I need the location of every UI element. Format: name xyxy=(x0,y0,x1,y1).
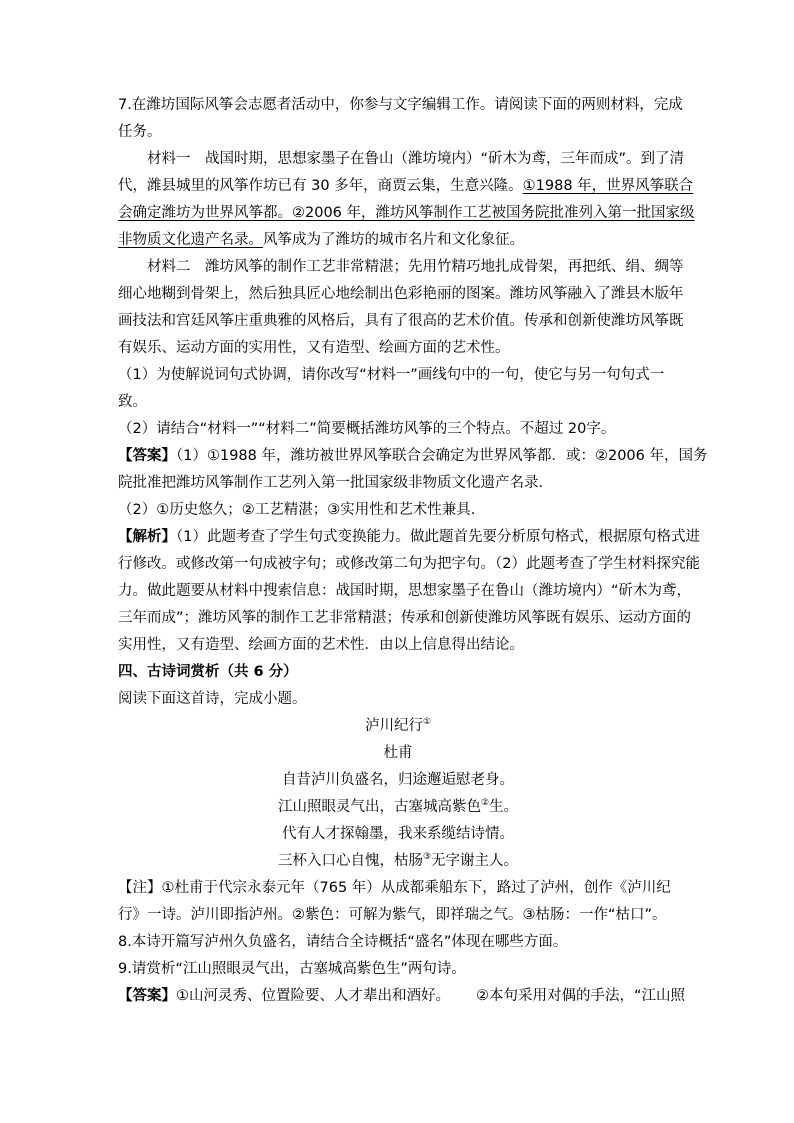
material1-line-1: 材料一 战国时期，思想家墨子在鲁山（潍坊境内）“斫木为鸢，三年而成”。到了清 xyxy=(147,151,685,167)
q7-analysis-line-5: 实用性，又有造型、绘画方面的艺术性．由以上信息得出结论。 xyxy=(118,637,524,653)
poem-text: 三杯入口心自愧，枯肠 xyxy=(277,853,423,869)
analysis-text: （1）此题考查了学生句式变换能力。做此题首先要分析原句格式，根据原句格式进 xyxy=(176,529,700,545)
answer-text: （1）①1988 年，潍坊被世界风筝联合会确定为世界风筝都．或：②2006 年，国务 xyxy=(176,448,708,464)
poem-line-2 xyxy=(118,794,678,821)
material2-line-4: 有娱乐、运动方面的实用性，又有造型、绘画方面的艺术性。 xyxy=(118,340,510,356)
analysis-label: 【解析】 xyxy=(118,529,176,545)
q89-answer-line xyxy=(118,983,686,1010)
material2-line-2: 细心地糊到骨架上，然后独具匠心地绘制出色彩艳丽的图案。潍坊风筝融入了潍县木版年 xyxy=(118,286,684,302)
poem-line-1: 自昔泸川负盛名，归途邂逅慰老身。 xyxy=(282,772,514,788)
q7-stem-line-1: 7.在潍坊国际风筝会志愿者活动中，你参与文字编辑工作。请阅读下面的两则材料，完成 xyxy=(118,97,683,113)
q7-answer-line-2: 院批准把潍坊风筝制作工艺列入第一批国家级非物质文化遗产名录． xyxy=(118,475,553,491)
underlined-sentence: 非物质文化遗产名录。 xyxy=(118,232,263,248)
section-intro: 阅读下面这首诗，完成小题。 xyxy=(118,691,307,707)
q7-analysis-line-4: 三年而成”；潍坊风筝的制作工艺非常精湛；传承和创新使潍坊风筝既有娱乐、运动方面的 xyxy=(118,610,692,626)
material1-line-4 xyxy=(118,227,678,254)
section-heading: 四、古诗词赏析（共 6 分） xyxy=(118,664,298,680)
answer-text: ①山河灵秀、位置险要、人才辈出和酒好。 xyxy=(176,988,450,1004)
material1-text: 风筝成为了潍坊的城市名片和文化象征。 xyxy=(263,232,524,248)
q7-analysis-line-2: 行修改。或修改第一句成被字句；或修改第二句为把字句。（2）此题考查了学生材料探究能 xyxy=(118,556,700,572)
material2-line-3: 画技法和宫廷风筝庄重典雅的风格后，具有了很高的艺术价值。传承和创新使潍坊风筝既 xyxy=(118,313,684,329)
q7-answer-line-3: （2）①历史悠久；②工艺精湛；③实用性和艺术性兼具． xyxy=(118,502,486,518)
material2-line-1: 材料二 潍坊风筝的制作工艺非常精湛；先用竹精巧地扎成骨架，再把纸、绢、绸等 xyxy=(147,259,684,275)
notes-line-2: 行》一诗。泸川即指泸州。②紫色：可解为紫气，即祥瑞之气。③枯肠：一作“枯口”。 xyxy=(118,907,667,923)
material1-line-3: 会确定潍坊为世界风筝都。②2006 年，潍坊风筝制作工艺被国务院批准列入第一批国家级 xyxy=(118,205,695,221)
q7-task-1-line-1: （1）为使解说词句式协调，请你改写“材料一”画线句中的一句，使它与另一句句式一 xyxy=(118,367,665,383)
answer-label: 【答案】 xyxy=(118,448,176,464)
question-9: 9.请赏析“江山照眼灵气出，古塞城高紫色生”两句诗。 xyxy=(118,961,466,977)
notes-line-1: 【注】①杜甫于代宗永泰元年（765 年）从成都乘船东下，路过了泸州，创作《泸川纪 xyxy=(118,880,671,896)
material1-text: 代，潍县城里的风筝作坊已有 30 多年，商贾云集，生意兴隆。 xyxy=(118,178,523,194)
answer-text: ②本句采用对偶的手法，“江山照 xyxy=(476,988,686,1004)
document-page xyxy=(118,92,708,1010)
poem-title xyxy=(118,713,678,740)
underlined-sentence: ①1988 年，世界风筝联合 xyxy=(522,178,694,194)
material1-line-2 xyxy=(118,173,694,200)
q7-task-1-line-2: 致。 xyxy=(118,394,147,410)
q7-task-2: （2）请结合“材料一”“材料二”简要概括潍坊风筝的三个特点。不超过 20字。 xyxy=(118,421,616,437)
answer-label: 【答案】 xyxy=(118,988,176,1004)
poem-author: 杜甫 xyxy=(383,745,413,761)
poem-text: 江山照眼灵气出，古塞城高紫色 xyxy=(277,799,481,815)
footnote-marker: ③ xyxy=(422,852,432,863)
q7-analysis-line-3: 力。做此题要从材料中搜索信息：战国时期，思想家墨子在鲁山（潍坊境内）“斫木为鸢， xyxy=(118,583,692,599)
footnote-marker: ② xyxy=(480,798,490,809)
poem-text: 生。 xyxy=(489,799,519,815)
poem-text: 无字谢主人。 xyxy=(431,853,519,869)
poem-line-3: 代有人才探翰墨，我来系缆结诗情。 xyxy=(282,826,514,842)
question-8: 8.本诗开篇写泸州久负盛名，请结合全诗概括“盛名”体现在哪些方面。 xyxy=(118,934,568,950)
poem-line-4 xyxy=(118,848,678,875)
q7-answer-line-1 xyxy=(118,443,708,470)
poem-title-text: 泸川纪行 xyxy=(364,718,423,734)
footnote-marker: ① xyxy=(422,717,432,728)
q7-stem-line-2: 任务。 xyxy=(118,124,162,140)
q7-analysis-line-1 xyxy=(118,524,700,551)
